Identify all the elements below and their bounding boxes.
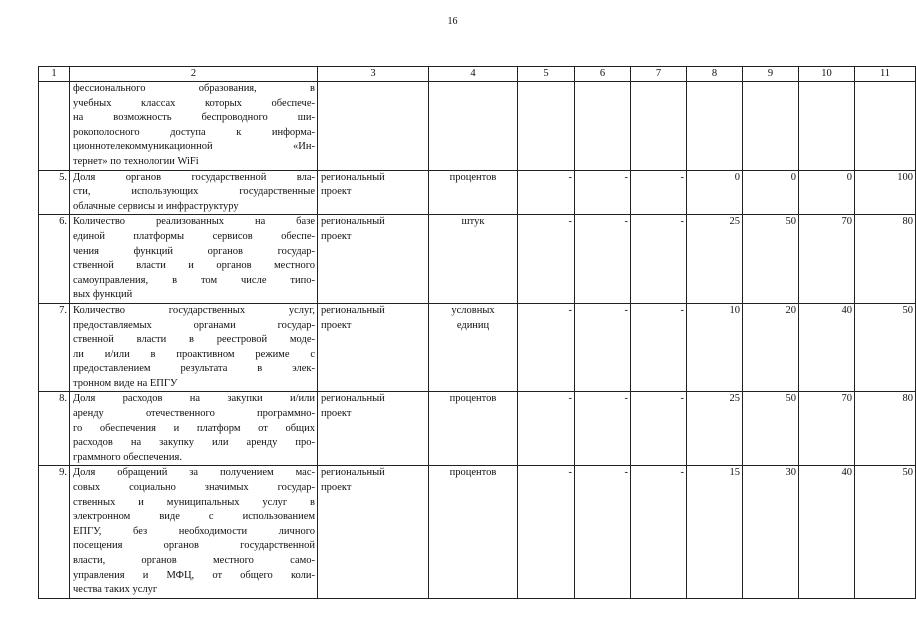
- source-cell: [318, 215, 429, 304]
- indicator-name-line: Доля органов государственной вла-: [73, 171, 315, 183]
- value-cell: -: [631, 303, 687, 392]
- source-line: региональный: [321, 171, 385, 183]
- row-number: [39, 82, 70, 171]
- value-cell: 25: [687, 215, 743, 304]
- indicator-name-line: на возможность беспроводного ши-: [73, 112, 315, 124]
- indicator-name-line: тернет» по технологии WiFi: [73, 155, 199, 167]
- table-row: [39, 392, 916, 466]
- indicator-name-line: ционнотелекоммуникационной «Ин-: [73, 141, 315, 153]
- indicator-name-line: расходов на закупку или аренду про-: [73, 437, 315, 449]
- table-row: [39, 82, 916, 171]
- indicator-name-line: облачные сервисы и инфраструктуру: [73, 200, 239, 212]
- indicator-name-line: Доля обращений за получением мас-: [73, 467, 315, 479]
- column-header: 3: [318, 67, 429, 82]
- indicator-name-line: власти, органов местного само-: [73, 555, 315, 566]
- indicator-name-line: рокополосного доступа к информа-: [73, 126, 315, 138]
- value-cell: -: [575, 170, 631, 215]
- indicator-name-line: го обеспечения и платформ от общих: [73, 422, 315, 434]
- source-line: проект: [321, 482, 352, 494]
- value-cell: [518, 82, 575, 171]
- value-cell: -: [518, 392, 575, 466]
- indicator-name-line: сти, использующих государственные: [73, 186, 315, 198]
- indicator-name-line: тронном виде на ЕПГУ: [73, 377, 178, 389]
- value-cell: [799, 82, 855, 171]
- column-header: 7: [631, 67, 687, 82]
- column-header: 10: [799, 67, 855, 82]
- value-cell: 10: [687, 303, 743, 392]
- header-row: [39, 67, 916, 82]
- row-number: 7.: [39, 303, 70, 392]
- value-cell: 25: [687, 392, 743, 466]
- value-cell: 50: [743, 215, 799, 304]
- unit-line: процентов: [449, 171, 497, 183]
- value-cell: 70: [799, 215, 855, 304]
- table-row: [39, 466, 916, 598]
- source-cell: [318, 170, 429, 215]
- value-cell: 0: [799, 170, 855, 215]
- value-cell: -: [575, 303, 631, 392]
- source-line: проект: [321, 186, 352, 198]
- indicator-name: [70, 392, 318, 466]
- unit-cell: [429, 82, 518, 171]
- value-cell: 50: [743, 392, 799, 466]
- indicator-name-line: единой платформы сервисов обеспе-: [73, 230, 315, 242]
- value-cell: -: [631, 170, 687, 215]
- value-cell: 40: [799, 303, 855, 392]
- indicator-name-line: самоуправления, в том числе типо-: [73, 274, 315, 286]
- indicator-name-line: ственной власти в реестровой моде-: [73, 334, 315, 346]
- value-cell: 80: [855, 215, 916, 304]
- indicator-name-line: аренду отечественного программно-: [73, 408, 315, 420]
- value-cell: -: [631, 392, 687, 466]
- value-cell: [631, 82, 687, 171]
- indicator-name-line: ли и/или в проактивном режиме с: [73, 348, 315, 360]
- value-cell: 80: [855, 392, 916, 466]
- page-number: 16: [447, 16, 458, 27]
- unit-cell: [429, 215, 518, 304]
- column-header: 5: [518, 67, 575, 82]
- row-number: 8.: [39, 392, 70, 466]
- value-cell: 50: [855, 303, 916, 392]
- indicator-name-line: электронном виде с использованием: [73, 511, 315, 523]
- indicator-name-line: чения функций органов государ-: [73, 245, 315, 257]
- value-cell: -: [518, 215, 575, 304]
- table-body: [39, 67, 916, 599]
- source-line: проект: [321, 408, 352, 420]
- value-cell: 15: [687, 466, 743, 598]
- column-header: 2: [70, 67, 318, 82]
- indicator-name-line: граммного обеспечения.: [73, 451, 182, 463]
- indicators-table: [38, 66, 916, 599]
- column-header: 9: [743, 67, 799, 82]
- row-number: 9.: [39, 466, 70, 598]
- table-row: [39, 303, 916, 392]
- source-cell: [318, 392, 429, 466]
- value-cell: -: [631, 466, 687, 598]
- column-header: 6: [575, 67, 631, 82]
- source-line: проект: [321, 230, 352, 242]
- indicator-name-line: ственных и муниципальных услуг в: [73, 496, 315, 508]
- source-line: региональный: [321, 467, 385, 479]
- indicator-name: [70, 303, 318, 392]
- indicator-name-line: предоставляемых органами государ-: [73, 319, 315, 331]
- indicator-name-line: ственной власти и органов местного: [73, 260, 315, 272]
- unit-cell: [429, 303, 518, 392]
- indicator-name: [70, 466, 318, 598]
- indicator-name-line: Доля расходов на закупки и/или: [73, 393, 315, 405]
- value-cell: [687, 82, 743, 171]
- unit-line: процентов: [449, 467, 497, 479]
- value-cell: 40: [799, 466, 855, 598]
- value-cell: -: [518, 466, 575, 598]
- unit-line: процентов: [449, 393, 497, 405]
- unit-cell: [429, 466, 518, 598]
- value-cell: -: [631, 215, 687, 304]
- value-cell: 0: [743, 170, 799, 215]
- unit-line: условных: [451, 304, 495, 316]
- indicator-name-line: посещения органов государственной: [73, 540, 315, 552]
- unit-line: штук: [461, 216, 485, 228]
- source-cell: [318, 82, 429, 171]
- column-header: 8: [687, 67, 743, 82]
- value-cell: 50: [855, 466, 916, 598]
- indicator-name-line: управления и МФЦ, от общего коли-: [73, 569, 315, 581]
- indicator-name-line: чества таких услуг: [73, 584, 158, 596]
- row-number: 5.: [39, 170, 70, 215]
- indicator-name: [70, 170, 318, 215]
- source-line: проект: [321, 319, 352, 331]
- value-cell: -: [575, 392, 631, 466]
- value-cell: [855, 82, 916, 171]
- indicator-name-line: совых социально значимых государ-: [73, 482, 315, 494]
- indicator-name-line: Количество реализованных на базе: [73, 216, 315, 228]
- indicator-name: [70, 82, 318, 171]
- value-cell: 0: [687, 170, 743, 215]
- source-line: региональный: [321, 304, 385, 316]
- column-header: 1: [39, 67, 70, 82]
- unit-cell: [429, 392, 518, 466]
- table-row: [39, 170, 916, 215]
- value-cell: -: [575, 215, 631, 304]
- indicator-name-line: ЕПГУ, без необходимости личного: [73, 525, 315, 537]
- source-cell: [318, 466, 429, 598]
- value-cell: [743, 82, 799, 171]
- value-cell: 30: [743, 466, 799, 598]
- row-number: 6.: [39, 215, 70, 304]
- source-line: региональный: [321, 393, 385, 405]
- value-cell: 20: [743, 303, 799, 392]
- column-header: 11: [855, 67, 916, 82]
- indicator-name-line: вых функций: [73, 289, 133, 301]
- indicator-name-line: фессионального образования, в: [73, 83, 315, 94]
- unit-cell: [429, 170, 518, 215]
- source-line: региональный: [321, 216, 385, 228]
- value-cell: [575, 82, 631, 171]
- indicator-name-line: учебных классах которых обеспече-: [73, 97, 315, 109]
- indicator-name: [70, 215, 318, 304]
- value-cell: -: [518, 303, 575, 392]
- value-cell: 100: [855, 170, 916, 215]
- value-cell: -: [518, 170, 575, 215]
- source-cell: [318, 303, 429, 392]
- column-header: 4: [429, 67, 518, 82]
- indicator-name-line: Количество государственных услуг,: [73, 304, 315, 316]
- indicator-name-line: предоставлением результата в элек-: [73, 363, 315, 375]
- unit-line: единиц: [456, 319, 490, 331]
- value-cell: -: [575, 466, 631, 598]
- value-cell: 70: [799, 392, 855, 466]
- table-row: [39, 215, 916, 304]
